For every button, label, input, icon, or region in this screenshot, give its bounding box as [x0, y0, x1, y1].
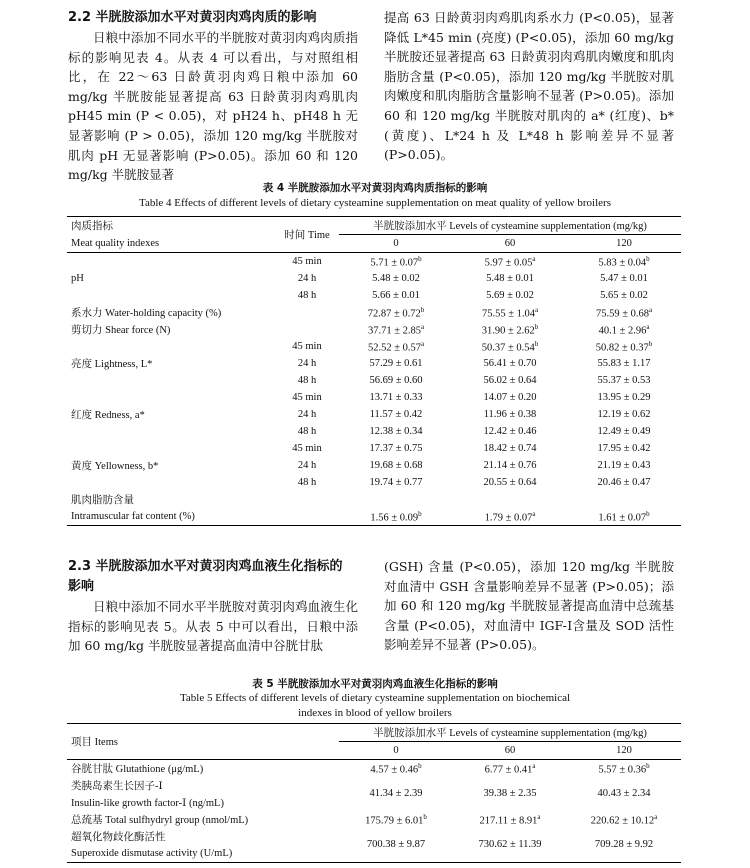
table-cell: 5.47 ± 0.01: [600, 273, 648, 284]
table-cell: 50.37 ± 0.54$^b$: [481, 339, 539, 354]
significance-letter: b: [418, 509, 422, 518]
significance-letter: b: [646, 254, 650, 263]
row-label: [67, 440, 275, 457]
section-2-2-right: [384, 8, 674, 165]
table-cell: 217.11 ± 8.91$^a$: [479, 812, 541, 827]
table5: [67, 723, 681, 863]
table-cell: 5.48 ± 0.02: [372, 273, 420, 284]
table-row: [67, 440, 681, 457]
table-cell: 13.95 ± 0.29: [597, 392, 651, 403]
body-paragraph: (GSH) 含量 (P<0.05)，添加 120 mg/kg 半胱胺对血清中 GSH 含量影响差异不显著 (P>0.05)；添加 60 和 120 mg/kg 半胱胺显著提高血清中总巯基含量 (P<0.05)，对血清中 IGF-Ⅰ含量及 SOD 活性影响差异不显著 (P>0.05)。: [384, 559, 674, 653]
row-label: 红度 Redness, a*: [71, 410, 145, 421]
section-2-2-left: [68, 8, 358, 185]
significance-letter: b: [646, 509, 650, 518]
level-header: 0: [393, 745, 399, 756]
row-time: 48 h: [297, 290, 317, 301]
row-time: 24 h: [297, 460, 317, 471]
table-cell: 11.57 ± 0.42: [369, 409, 423, 420]
section-2-3-right: [384, 557, 674, 655]
table-row: [67, 760, 681, 778]
header-time: 时间 Time: [275, 217, 339, 253]
table-cell: 5.65 ± 0.02: [600, 290, 648, 301]
significance-letter: a: [532, 761, 536, 770]
table-cell: 220.62 ± 10.12$^a$: [590, 812, 658, 827]
table4: [67, 216, 681, 526]
table-cell: 31.90 ± 2.62$^b$: [481, 322, 539, 337]
table5-caption-zh: 表 5 半胱胺添加水平对黄羽肉鸡血液生化指标的影响: [252, 678, 498, 690]
header-levels: 半胱胺添加水平 Levels of cysteamine supplementation (mg/kg): [339, 724, 681, 742]
table-cell: 709.28 ± 9.92: [594, 839, 654, 850]
row-time: 48 h: [297, 375, 317, 386]
level-header: 0: [393, 238, 399, 249]
row-label: 系水力 Water-holding capacity (%): [71, 308, 222, 319]
row-label-en: Superoxide dismutase activity (U/mL): [71, 848, 233, 859]
table-row: [67, 321, 681, 338]
table-cell: 21.19 ± 0.43: [597, 460, 651, 471]
row-label: [67, 389, 275, 406]
table-cell: 57.29 ± 0.61: [369, 358, 423, 369]
significance-letter: b: [648, 339, 653, 348]
section-2-3-left: [68, 557, 358, 656]
table-cell: 55.83 ± 1.17: [597, 358, 651, 369]
table-cell: 730.62 ± 11.39: [478, 839, 542, 850]
significance-letter: a: [648, 305, 653, 314]
significance-letter: b: [646, 761, 650, 770]
row-time: 45 min: [292, 256, 322, 267]
table-row: [67, 794, 681, 811]
table-cell: 5.69 ± 0.02: [486, 290, 534, 301]
table-cell: 5.48 ± 0.01: [486, 273, 534, 284]
level-header: 120: [616, 238, 632, 249]
table-cell: 11.96 ± 0.38: [483, 409, 537, 420]
table-cell: 17.95 ± 0.42: [597, 443, 651, 454]
table-cell: 13.71 ± 0.33: [369, 392, 423, 403]
header-index-zh: 肉质指标: [71, 221, 113, 233]
fat-label-zh: 肌肉脂肪含量: [71, 495, 134, 506]
table-cell: 17.37 ± 0.75: [369, 443, 423, 454]
body-paragraph: 日粮中添加不同水平半胱胺对黄羽肉鸡血液生化指标的影响见表 5。从表 5 中可以看出，日粮中添加 60 mg/kg 半胱胺显著提高血清中谷胱甘肽: [68, 599, 358, 654]
table-cell: 700.38 ± 9.87: [366, 839, 426, 850]
row-time: 48 h: [297, 477, 317, 488]
significance-letter: a: [420, 339, 425, 348]
table-row: [67, 406, 681, 423]
body-paragraph: 日粮中添加不同水平的半胱胺对黄羽肉鸡肉质指标的影响见表 4。从表 4 可以看出，与对照组相比，在 22～63 日龄黄羽肉鸡日粮中添加 60 mg/kg 半胱胺能显著提高 63 日龄黄羽肉鸡肌肉 pH45 min (P < 0.05)，对 pH24 h、pH48 h 无显著影响 (P > 0.05)，添加 120 mg/kg 半胱胺对肌肉 pH 无显著影响 (P>0.05)。添加 60 和 120 mg/kg 半胱胺显著: [68, 30, 358, 183]
table-cell: 39.38 ± 2.35: [483, 788, 537, 799]
table-row: [67, 253, 681, 271]
table-cell: 5.71 ± 0.07$^b$: [370, 254, 422, 269]
row-label: [67, 253, 275, 271]
table-cell: 5.97 ± 0.05$^a$: [484, 254, 536, 269]
section-heading: 2.2 半胱胺添加水平对黄羽肉鸡肉质的影响: [68, 10, 317, 25]
table-cell: 55.37 ± 0.53: [597, 375, 651, 386]
row-label: [67, 338, 275, 355]
row-label: [67, 474, 275, 491]
row-time: 45 min: [292, 341, 322, 352]
row-time: 48 h: [297, 426, 317, 437]
table-cell: 175.79 ± 6.01$^b$: [365, 812, 427, 827]
table-cell: 19.68 ± 0.68: [369, 460, 423, 471]
significance-letter: b: [423, 812, 427, 821]
significance-letter: a: [420, 322, 425, 331]
table-cell: 75.55 ± 1.04$^a$: [481, 305, 539, 320]
significance-letter: a: [646, 322, 650, 331]
table4-caption-zh: 表 4 半胱胺添加水平对黄羽肉鸡肉质指标的影响: [262, 182, 488, 194]
table-cell: 19.74 ± 0.77: [369, 477, 423, 488]
row-label: pH: [71, 273, 84, 284]
table-row: [67, 845, 681, 863]
table-cell: 56.41 ± 0.70: [483, 358, 537, 369]
table-row: [67, 287, 681, 304]
row-time: 45 min: [292, 392, 322, 403]
row-label: 剪切力 Shear force (N): [71, 325, 171, 336]
table-cell: 4.57 ± 0.46$^b$: [370, 761, 422, 776]
table-cell: 37.71 ± 2.85$^a$: [367, 322, 425, 337]
table-cell: 1.61 ± 0.07$^b$: [598, 509, 650, 524]
table-row: [67, 811, 681, 828]
row-label: [67, 372, 275, 389]
table5-caption-en-1: Table 5 Effects of different levels of dietary cysteamine supplementation on biochemical: [179, 692, 571, 704]
row-label: 亮度 Lightness, L*: [71, 359, 153, 370]
level-header: 120: [616, 745, 632, 756]
significance-letter: a: [654, 812, 658, 821]
table-cell: 40.43 ± 2.34: [597, 788, 651, 799]
table-row: [67, 389, 681, 406]
row-label-en: Insulin-like growth factor-Ⅰ (ng/mL): [71, 797, 224, 809]
section-heading-cont: 影响: [68, 579, 95, 594]
row-label: 类胰岛素生长因子-Ⅰ: [71, 781, 163, 792]
table-cell: 12.42 ± 0.46: [483, 426, 537, 437]
level-header: 60: [504, 238, 516, 249]
table-cell: 75.59 ± 0.68$^a$: [595, 305, 653, 320]
significance-letter: b: [534, 339, 539, 348]
table-cell: 20.46 ± 0.47: [597, 477, 651, 488]
table-cell: 20.55 ± 0.64: [483, 477, 537, 488]
row-label: 谷胱甘肽 Glutathione (μg/mL): [71, 764, 204, 775]
row-time: [275, 304, 339, 321]
table-cell: 5.83 ± 0.04$^b$: [598, 254, 650, 269]
table4-caption-en: Table 4 Effects of different levels of dietary cysteamine supplementation on meat quality of yellow broilers: [139, 197, 611, 209]
significance-letter: a: [532, 254, 536, 263]
table-cell: 5.66 ± 0.01: [372, 290, 420, 301]
significance-letter: b: [418, 254, 422, 263]
fat-label-en: Intramuscular fat content (%): [71, 511, 195, 522]
level-header: 60: [504, 745, 516, 756]
table-cell: 56.69 ± 0.60: [369, 375, 423, 386]
table-row: [67, 457, 681, 474]
table-row: [67, 338, 681, 355]
table-cell: 12.19 ± 0.62: [597, 409, 651, 420]
table-cell: 14.07 ± 0.20: [483, 392, 537, 403]
row-time: 24 h: [297, 273, 317, 284]
table-cell: 52.52 ± 0.57$^a$: [367, 339, 425, 354]
table-cell: 41.34 ± 2.39: [369, 788, 423, 799]
table-row: [67, 355, 681, 372]
significance-letter: a: [534, 305, 539, 314]
row-label: 超氧化物歧化酶活性: [71, 832, 166, 843]
table-cell: 1.56 ± 0.09$^b$: [370, 509, 422, 524]
section-heading: 2.3 半胱胺添加水平对黄羽肉鸡血液生化指标的: [68, 559, 343, 574]
row-time: 45 min: [292, 443, 322, 454]
significance-letter: b: [418, 761, 422, 770]
table-row: [67, 372, 681, 389]
table-cell: 18.42 ± 0.74: [483, 443, 537, 454]
table-cell: 5.57 ± 0.36$^b$: [598, 761, 650, 776]
table-cell: 6.77 ± 0.41$^a$: [484, 761, 536, 776]
table-cell: 21.14 ± 0.76: [483, 460, 537, 471]
header-index-en: Meat quality indexes: [71, 237, 160, 249]
row-label: 黄度 Yellowness, b*: [71, 461, 159, 472]
table-cell: 50.82 ± 0.37$^b$: [595, 339, 653, 354]
row-label: [67, 287, 275, 304]
row-time: 24 h: [297, 409, 317, 420]
table-row: [67, 270, 681, 287]
table-cell: 12.38 ± 0.34: [369, 426, 423, 437]
row-time: 24 h: [297, 358, 317, 369]
table-cell: 12.49 ± 0.49: [597, 426, 651, 437]
header-levels: 半胱胺添加水平 Levels of cysteamine supplementation (mg/kg): [339, 217, 681, 235]
significance-letter: a: [532, 509, 536, 518]
body-paragraph: 提高 63 日龄黄羽肉鸡肌肉系水力 (P<0.05)，显著降低 L*45 min (亮度) (P<0.05)，添加 60 mg/kg 半胱胺还显著提高 63 日龄黄羽肉鸡肌肉嫩度和肌肉脂肪含量 (P<0.05)，添加 120 mg/kg 半胱胺对肌肉嫩度和肌肉脂肪含量影响不显著 (P>0.05)。添加 60 和 120 mg/kg 半胱胺对肌肉的 a* (红度)、b* (黄度)、L*24 h 及 L*48 h 影响差异不显著 (P>0.05)。: [384, 10, 674, 163]
row-time: [275, 321, 339, 338]
row-label: 总巯基 Total sulfhydryl group (nmol/mL): [71, 815, 249, 826]
header-items: 项目 Items: [67, 724, 339, 760]
table-row: [67, 304, 681, 321]
table-cell: 72.87 ± 0.72$^b$: [367, 305, 425, 320]
significance-letter: a: [537, 812, 541, 821]
table-row: [67, 423, 681, 440]
significance-letter: b: [420, 305, 425, 314]
table-cell: 40.1 ± 2.96$^a$: [598, 322, 650, 337]
table-cell: 56.02 ± 0.64: [483, 375, 537, 386]
table5-caption-en-2: indexes in blood of yellow broilers: [298, 707, 452, 719]
table-cell: 1.79 ± 0.07$^a$: [484, 509, 536, 524]
row-label: [67, 423, 275, 440]
significance-letter: b: [534, 322, 539, 331]
table-row: [67, 474, 681, 491]
